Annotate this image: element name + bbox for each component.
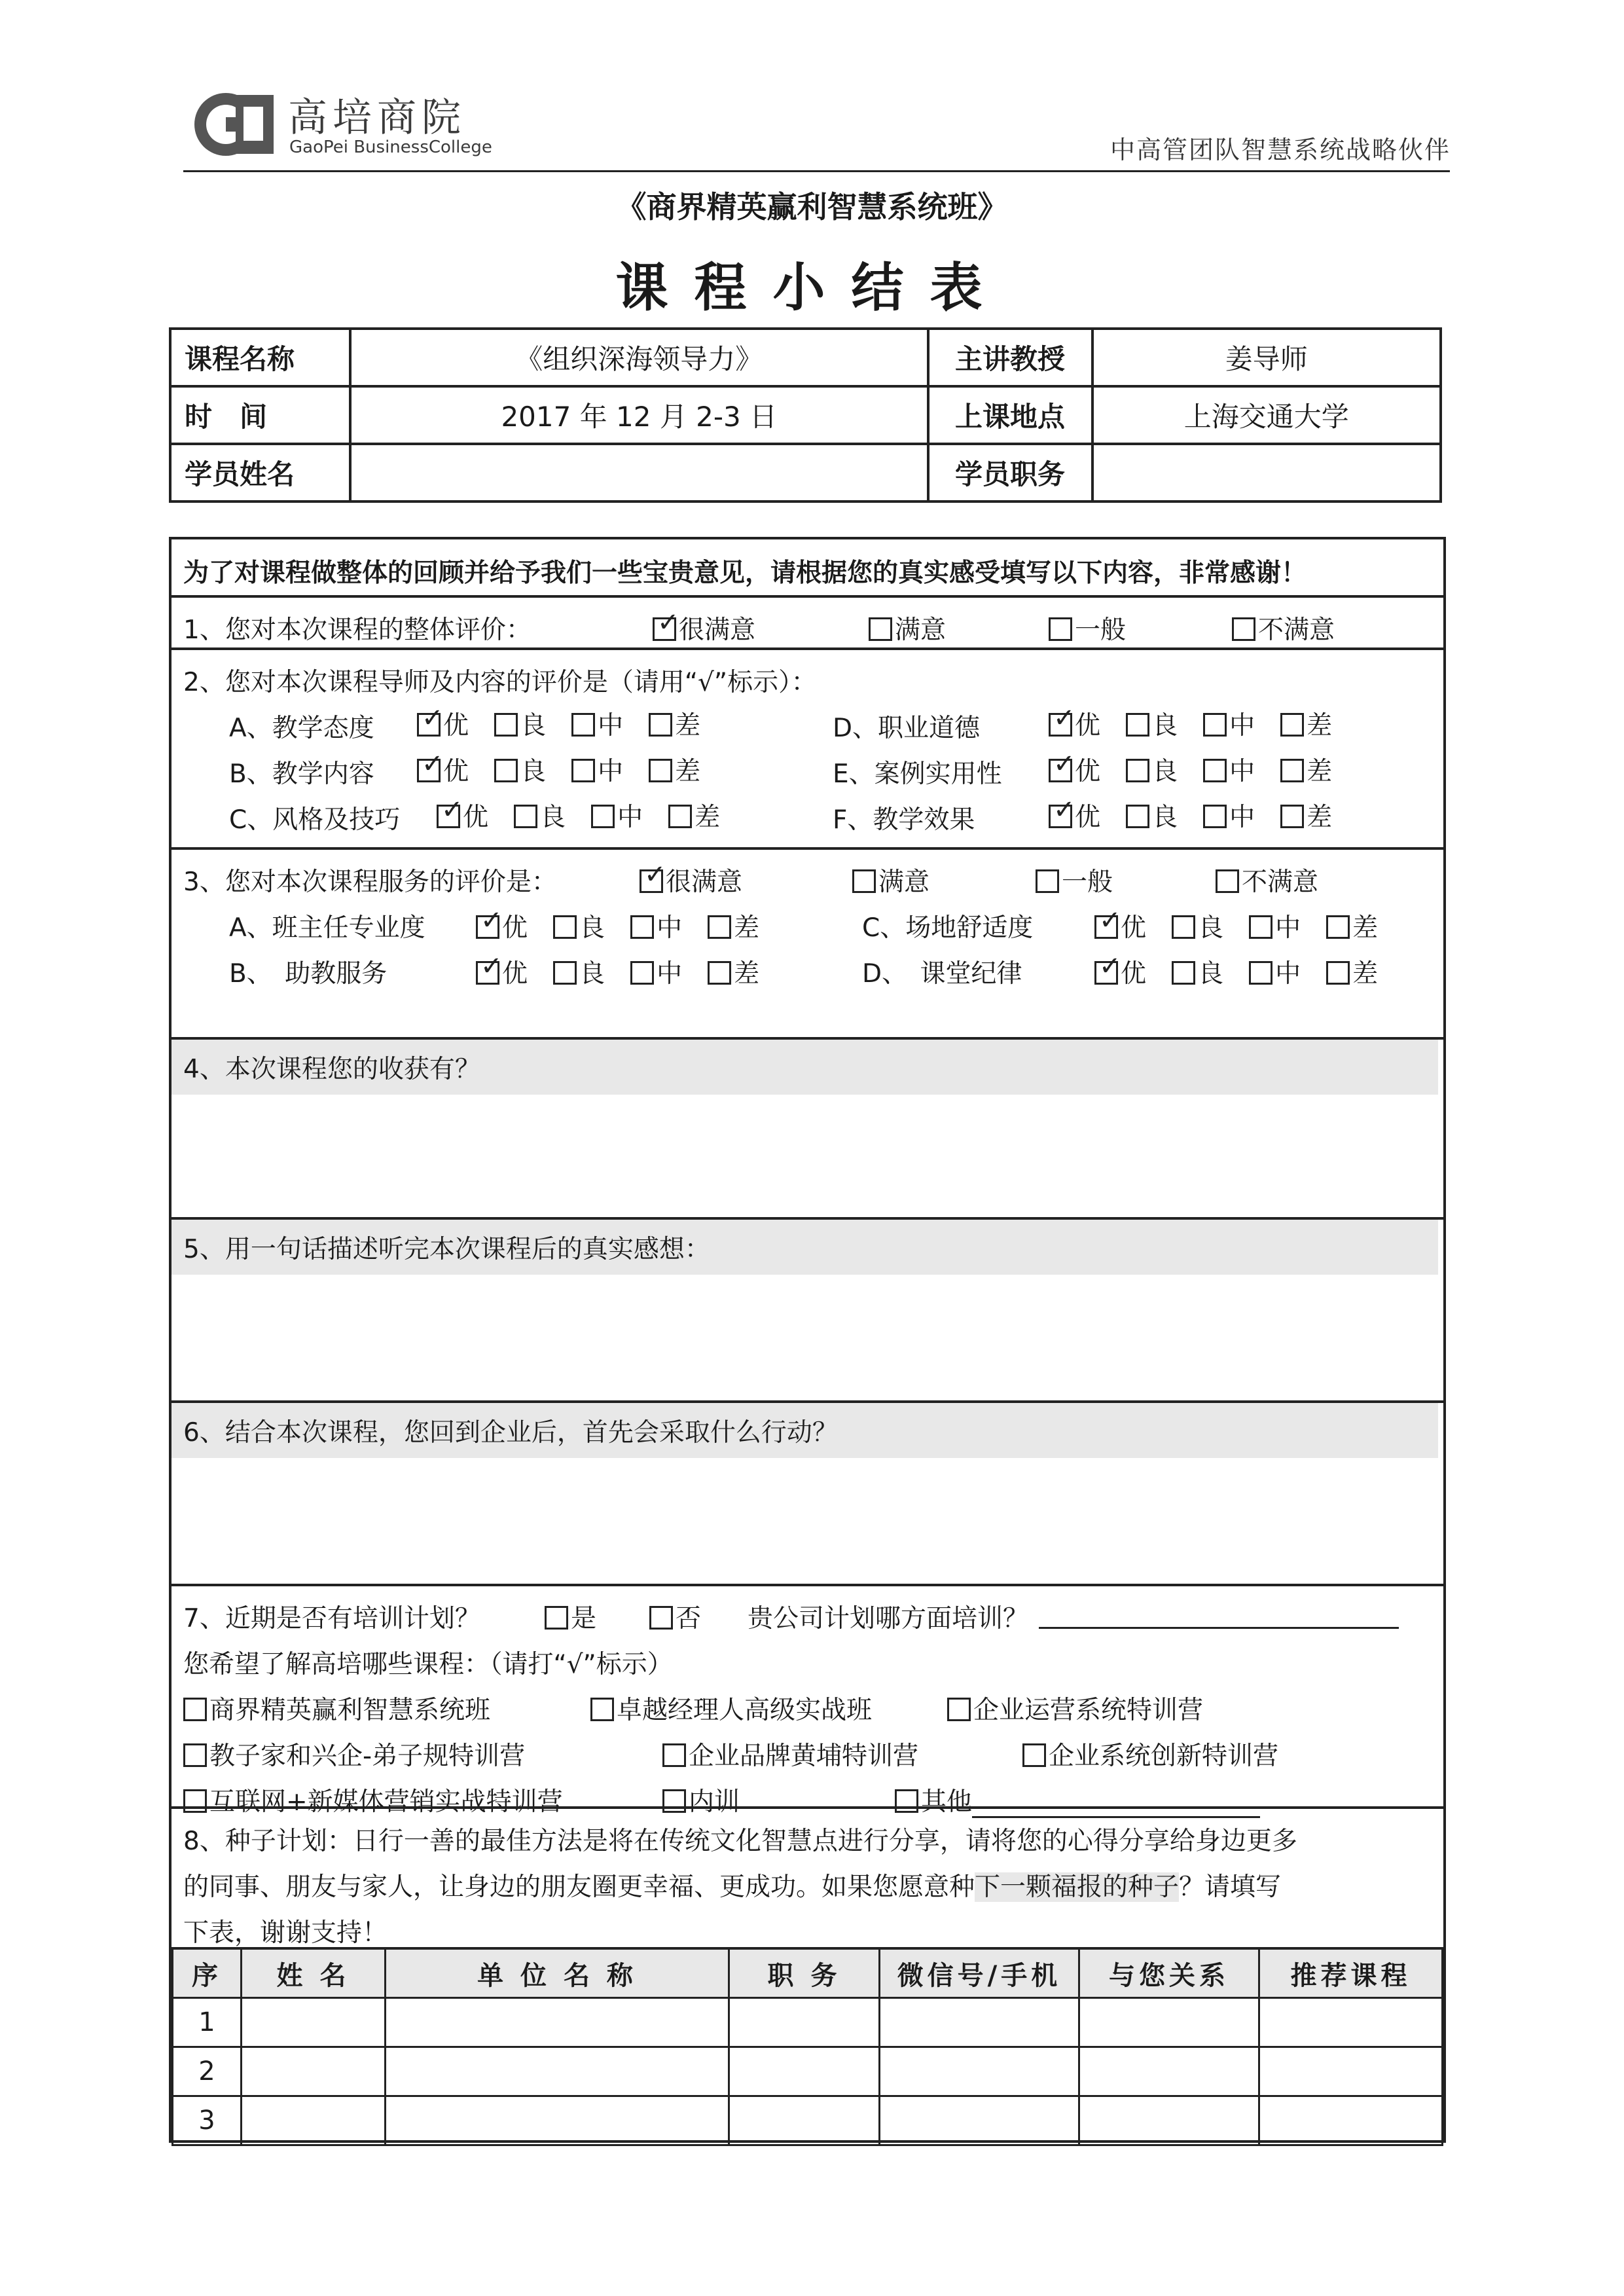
- q7-no-option[interactable]: 否: [649, 1598, 701, 1635]
- q6-label: 6、结合本次课程，您回到企业后，首先会采取什么行动？: [171, 1403, 1438, 1458]
- checkbox-icon: [649, 759, 672, 782]
- checkbox-icon: [1203, 805, 1227, 828]
- q8-highlight: 下一颗福报的种子: [975, 1872, 1180, 1902]
- checkbox-icon: [708, 915, 731, 939]
- q7-wish-label: 您希望了解高培哪些课程：（请打“√”标示）: [183, 1650, 673, 1679]
- checkbox-icon: [1049, 617, 1072, 641]
- checkbox-icon: [1216, 869, 1239, 893]
- q1-option[interactable]: ✓ 很满意: [653, 610, 755, 646]
- q7-yes-option[interactable]: 是: [545, 1598, 596, 1635]
- checkbox-icon: [649, 713, 672, 737]
- seed-row-index: 1: [173, 1998, 242, 2047]
- q2-grades[interactable]: ✓优 良 中 差: [437, 797, 720, 833]
- seed-cell[interactable]: [880, 1998, 1079, 2047]
- checked-checkbox-icon: [640, 869, 663, 893]
- checkbox-icon: [1249, 961, 1272, 985]
- course-option[interactable]: 企业系统创新特训营: [1022, 1736, 1278, 1772]
- q2-item-name: E、案例实用性: [833, 759, 1002, 789]
- checkbox-icon: [553, 915, 577, 939]
- q1-option[interactable]: 满意: [869, 610, 946, 646]
- checkbox-icon: [1022, 1743, 1046, 1767]
- time-value[interactable]: 2017 年 12 月 2-3 日: [350, 386, 928, 444]
- header-divider: [183, 170, 1450, 172]
- checkbox-icon: [545, 1606, 568, 1630]
- brand-name-en: GaoPei BusinessCollege: [289, 137, 492, 157]
- checkbox-icon: [183, 1698, 207, 1721]
- brand-tagline: 中高管团队智慧系统战略伙伴: [1110, 136, 1451, 164]
- checkbox-icon: [591, 805, 615, 828]
- q3-item-name: D、 课堂纪律: [862, 959, 1022, 989]
- checkbox-icon: [1280, 759, 1304, 782]
- checkbox-icon: [1172, 961, 1195, 985]
- checked-checkbox-icon: [476, 915, 499, 939]
- checkbox-icon: [662, 1743, 686, 1767]
- seed-cell[interactable]: [386, 1998, 729, 2047]
- checkbox-icon: [571, 713, 595, 737]
- course-option[interactable]: 卓越经理人高级实战班: [590, 1690, 872, 1726]
- course-option[interactable]: 企业运营系统特训营: [947, 1690, 1203, 1726]
- question-3: [171, 847, 1443, 991]
- student-name-value[interactable]: [350, 444, 928, 501]
- seed-cell[interactable]: [1259, 2047, 1443, 2096]
- checkbox-icon: [649, 1606, 673, 1630]
- checkbox-icon: [708, 961, 731, 985]
- course-option[interactable]: 其他: [895, 1781, 1260, 1818]
- q2-grades[interactable]: ✓优 良 中 差: [417, 751, 700, 788]
- checkbox-icon: [1249, 915, 1272, 939]
- q2-item-name: C、风格及技巧: [229, 805, 401, 835]
- seed-cell[interactable]: [1079, 1998, 1259, 2047]
- seed-col-header: 推荐课程: [1259, 1948, 1443, 1998]
- seed-col-header: 与您关系: [1079, 1948, 1259, 1998]
- checked-checkbox-icon: [1049, 805, 1072, 828]
- q3-label: 3、您对本次课程服务的评价是：: [183, 867, 557, 897]
- seed-cell[interactable]: [729, 1998, 880, 2047]
- seed-col-header: 单 位 名 称: [386, 1948, 729, 1998]
- q3-grades[interactable]: ✓优 良 中 差: [476, 953, 759, 990]
- seed-col-header: 序: [173, 1948, 242, 1998]
- checkbox-icon: [1126, 713, 1149, 737]
- seed-cell[interactable]: [386, 2096, 729, 2145]
- q4-label: 4、本次课程您的收获有？: [171, 1040, 1438, 1095]
- question-5: [171, 1217, 1443, 1400]
- checkbox-icon: [630, 915, 654, 939]
- seed-cell[interactable]: [880, 2096, 1079, 2145]
- q2-item-name: D、职业道德: [833, 714, 981, 743]
- checkbox-icon: [947, 1698, 971, 1721]
- question-7: [171, 1584, 1443, 1826]
- checked-checkbox-icon: [476, 961, 499, 985]
- checkbox-icon: [1036, 869, 1059, 893]
- table-row: [173, 2096, 1443, 2145]
- q3-grades[interactable]: ✓优 良 中 差: [476, 907, 759, 944]
- q5-label: 5、用一句话描述听完本次课程后的真实感想：: [171, 1220, 1438, 1275]
- course-option[interactable]: 企业品牌黄埔特训营: [662, 1736, 918, 1772]
- course-info-table: [169, 327, 1442, 503]
- q2-item-name: A、教学态度: [229, 714, 374, 743]
- checkbox-icon: [494, 759, 518, 782]
- q3-item-name: A、班主任专业度: [229, 913, 425, 943]
- checked-checkbox-icon: [653, 617, 676, 641]
- checkbox-icon: [1326, 915, 1350, 939]
- seed-cell[interactable]: [1079, 2096, 1259, 2145]
- checkbox-icon: [514, 805, 537, 828]
- seed-cell[interactable]: [729, 2096, 880, 2145]
- checkbox-icon: [668, 805, 692, 828]
- seed-col-header: 职 务: [729, 1948, 880, 1998]
- time-label: 时 间: [170, 386, 350, 444]
- seed-cell[interactable]: [242, 1998, 386, 2047]
- checked-checkbox-icon: [417, 759, 441, 782]
- checked-checkbox-icon: [1049, 713, 1072, 737]
- position-value[interactable]: [1092, 444, 1441, 501]
- course-option[interactable]: 互联网+新媒体营销实战特训营: [183, 1781, 563, 1818]
- q8-line2: 的同事、朋友与家人，让身边的朋友圈更幸福、更成功。如果您愿意种下一颗福报的种子？请填写: [183, 1872, 1282, 1902]
- q2-grades[interactable]: ✓优 良 中 差: [1049, 751, 1332, 788]
- q2-grades[interactable]: ✓优 良 中 差: [1049, 705, 1332, 742]
- checkbox-icon: [869, 617, 892, 641]
- checkbox-icon: [1126, 805, 1149, 828]
- checked-checkbox-icon: [437, 805, 460, 828]
- question-6: [171, 1400, 1443, 1584]
- seed-cell[interactable]: [242, 2096, 386, 2145]
- checkbox-icon: [1203, 759, 1227, 782]
- seed-row-index: 2: [173, 2047, 242, 2096]
- checked-checkbox-icon: [1094, 915, 1118, 939]
- seed-col-header: 微信号/手机: [880, 1948, 1079, 1998]
- checked-checkbox-icon: [417, 713, 441, 737]
- table-row: [173, 1998, 1443, 2047]
- q7-label: 7、近期是否有培训计划？: [183, 1604, 480, 1633]
- form-title: 课程小结表: [615, 257, 1009, 318]
- question-4: [171, 1037, 1443, 1217]
- course-series-title: 《商界精英赢利智慧系统班》: [616, 189, 1008, 225]
- seed-cell[interactable]: [386, 2047, 729, 2096]
- q3-grades[interactable]: ✓优 良 中 差: [1094, 907, 1378, 944]
- q1-option[interactable]: 一般: [1049, 610, 1126, 646]
- q3-grades[interactable]: ✓优 良 中 差: [1094, 953, 1378, 990]
- course-name-label: 课程名称: [170, 329, 350, 386]
- q1-label: 1、您对本次课程的整体评价：: [183, 615, 532, 645]
- seed-row-index: 3: [173, 2096, 242, 2145]
- seed-cell[interactable]: [1259, 2096, 1443, 2145]
- q8-line1: 8、种子计划：日行一善的最佳方法是将在传统文化智慧点进行分享，请将您的心得分享给身边更多: [183, 1827, 1297, 1856]
- seed-cell[interactable]: [1259, 1998, 1443, 2047]
- checkbox-icon: [1280, 713, 1304, 737]
- seed-plan-table: [171, 1947, 1443, 2146]
- checkbox-icon: [571, 759, 595, 782]
- checkbox-icon: [590, 1698, 614, 1721]
- instructor-value[interactable]: 姜导师: [1092, 329, 1441, 386]
- q1-option[interactable]: 不满意: [1232, 610, 1335, 646]
- checkbox-icon: [1203, 713, 1227, 737]
- checkbox-icon: [494, 713, 518, 737]
- course-option[interactable]: 内训: [662, 1781, 740, 1818]
- q3-item-name: B、 助教服务: [229, 959, 388, 989]
- checkbox-icon: [852, 869, 876, 893]
- q8-line3: 下表，谢谢支持！: [183, 1918, 388, 1948]
- checked-checkbox-icon: [1049, 759, 1072, 782]
- checked-checkbox-icon: [1094, 961, 1118, 985]
- seed-cell[interactable]: [729, 2047, 880, 2096]
- q2-item-name: B、教学内容: [229, 759, 374, 789]
- checkbox-icon: [1280, 805, 1304, 828]
- gaopei-logo-icon: [190, 88, 278, 160]
- position-label: 学员职务: [928, 444, 1092, 501]
- location-label: 上课地点: [928, 386, 1092, 444]
- question-1: [171, 595, 1443, 647]
- checkbox-icon: [183, 1743, 207, 1767]
- checkbox-icon: [1126, 759, 1149, 782]
- course-option[interactable]: 商界精英赢利智慧系统班: [183, 1690, 490, 1726]
- q3-option[interactable]: 不满意: [1216, 862, 1318, 898]
- q2-grades[interactable]: ✓优 良 中 差: [417, 705, 700, 742]
- q2-item-name: F、教学效果: [833, 805, 975, 835]
- seed-cell[interactable]: [1079, 2047, 1259, 2096]
- q2-label: 2、您对本次课程导师及内容的评价是（请用“√”标示）：: [183, 668, 817, 697]
- instructor-label: 主讲教授: [928, 329, 1092, 386]
- checkbox-icon: [630, 961, 654, 985]
- course-option[interactable]: 教子家和兴企-弟子规特训营: [183, 1736, 525, 1772]
- survey-form: [169, 537, 1446, 2143]
- location-value[interactable]: 上海交通大学: [1092, 386, 1441, 444]
- brand-name-cn: 高培商院: [288, 95, 466, 141]
- checkbox-icon: [1326, 961, 1350, 985]
- checkbox-icon: [1172, 915, 1195, 939]
- q3-option[interactable]: 满意: [852, 862, 929, 898]
- q3-item-name: C、场地舒适度: [862, 913, 1034, 943]
- q2-grades[interactable]: ✓优 良 中 差: [1049, 797, 1332, 833]
- q3-option[interactable]: 一般: [1036, 862, 1113, 898]
- checkbox-icon: [553, 961, 577, 985]
- q7-which-label: 贵公司计划哪方面培训？: [748, 1604, 1029, 1633]
- q7-which-input[interactable]: [1039, 1598, 1399, 1629]
- seed-col-header: 姓 名: [242, 1948, 386, 1998]
- seed-cell[interactable]: [242, 2047, 386, 2096]
- q3-option[interactable]: ✓ 很满意: [640, 862, 742, 898]
- table-row: [173, 2047, 1443, 2096]
- course-name-value[interactable]: 《组织深海领导力》: [350, 329, 928, 386]
- seed-cell[interactable]: [880, 2047, 1079, 2096]
- survey-intro: 为了对课程做整体的回顾并给予我们一些宝贵意见，请根据您的真实感受填写以下内容，非常感谢！: [183, 558, 1307, 588]
- student-name-label: 学员姓名: [170, 444, 350, 501]
- checkbox-icon: [1232, 617, 1255, 641]
